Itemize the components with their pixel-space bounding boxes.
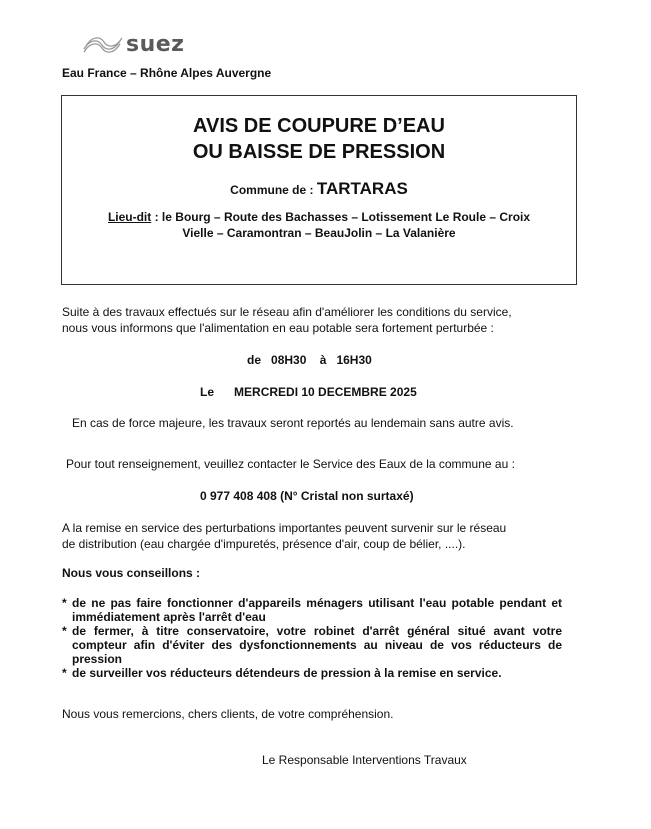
commune-label: Commune de : — [230, 183, 314, 197]
lieu-line-2: Vielle – Caramontran – BeauJolin – La Valanière — [182, 226, 456, 240]
contact-line: Pour tout renseignement, veuillez contacter le Service des Eaux de la commune au : — [66, 457, 515, 471]
signature: Le Responsable Interventions Travaux — [262, 753, 467, 767]
lieu-line-1 — [72, 209, 566, 225]
title-line-2: OU BAISSE DE PRESSION — [192, 141, 446, 163]
conseils-title: Nous vous conseillons : — [62, 566, 201, 580]
lieu-label: Lieu-dit — [107, 210, 152, 224]
time-a: à — [319, 353, 327, 367]
remise-line-2: de distribution (eau chargée d'impuretés, présence d'air, coup de bélier, ....). — [62, 537, 466, 551]
intro-paragraph — [62, 304, 582, 336]
remise-line-1: A la remise en service des perturbations importantes peuvent survenir sur le réseau — [62, 521, 507, 535]
time-de: de — [247, 353, 262, 367]
advice-list — [62, 596, 562, 680]
lieu-text-1: : le Bourg – Route des Bachasses – Lotissement Le Roule – Croix — [151, 210, 531, 224]
advice-text: de fermer, à titre conservatoire, votre robinet d'arrêt général situé avant votre compteur afin d'éviter des dysfonctionnements au niveau de vos réducteurs de pression — [72, 624, 562, 666]
time-end: 16H30 — [336, 353, 372, 367]
list-item — [62, 624, 562, 666]
bullet: * — [62, 666, 67, 680]
intro-line-1: Suite à des travaux effectués sur le réseau afin d'améliorer les conditions du service, — [62, 305, 512, 319]
advice-text: de ne pas faire fonctionner d'appareils ménagers utilisant l'eau potable pendant et immédiatement après l'arrêt d'eau — [72, 596, 562, 624]
suez-logo — [80, 30, 220, 60]
time-range — [247, 352, 372, 368]
region-label: Eau France – Rhône Alpes Auvergne — [62, 66, 272, 80]
commune-line — [62, 179, 576, 199]
time-start: 08H30 — [271, 353, 307, 367]
bullet: * — [62, 596, 67, 610]
list-item — [62, 596, 562, 624]
thanks-line: Nous vous remercions, chers clients, de votre compréhension. — [62, 707, 394, 721]
logo-text: suez — [126, 32, 185, 57]
remise-paragraph — [62, 520, 582, 552]
commune-name: TARTARAS — [316, 179, 408, 198]
advice-text: de surveiller vos réducteurs détendeurs de pression à la remise en service. — [72, 666, 502, 680]
date-value: MERCREDI 10 DECEMBRE 2025 — [234, 385, 417, 399]
date-line — [200, 384, 417, 400]
phone-number: 0 977 408 408 (N° Cristal non surtaxé) — [200, 489, 414, 503]
notice-box — [61, 95, 577, 285]
list-item — [62, 666, 562, 680]
force-majeure: En cas de force majeure, les travaux seront reportés au lendemain sans autre avis. — [72, 416, 514, 430]
date-le: Le — [200, 385, 215, 399]
lieu-dit — [62, 209, 576, 241]
title-line-1: AVIS DE COUPURE D’EAU — [193, 115, 445, 137]
intro-line-2: nous vous informons que l'alimentation en eau potable sera fortement perturbée : — [62, 321, 494, 335]
bullet: * — [62, 624, 67, 638]
suez-waves-icon — [80, 33, 124, 57]
notice-title — [62, 113, 576, 165]
